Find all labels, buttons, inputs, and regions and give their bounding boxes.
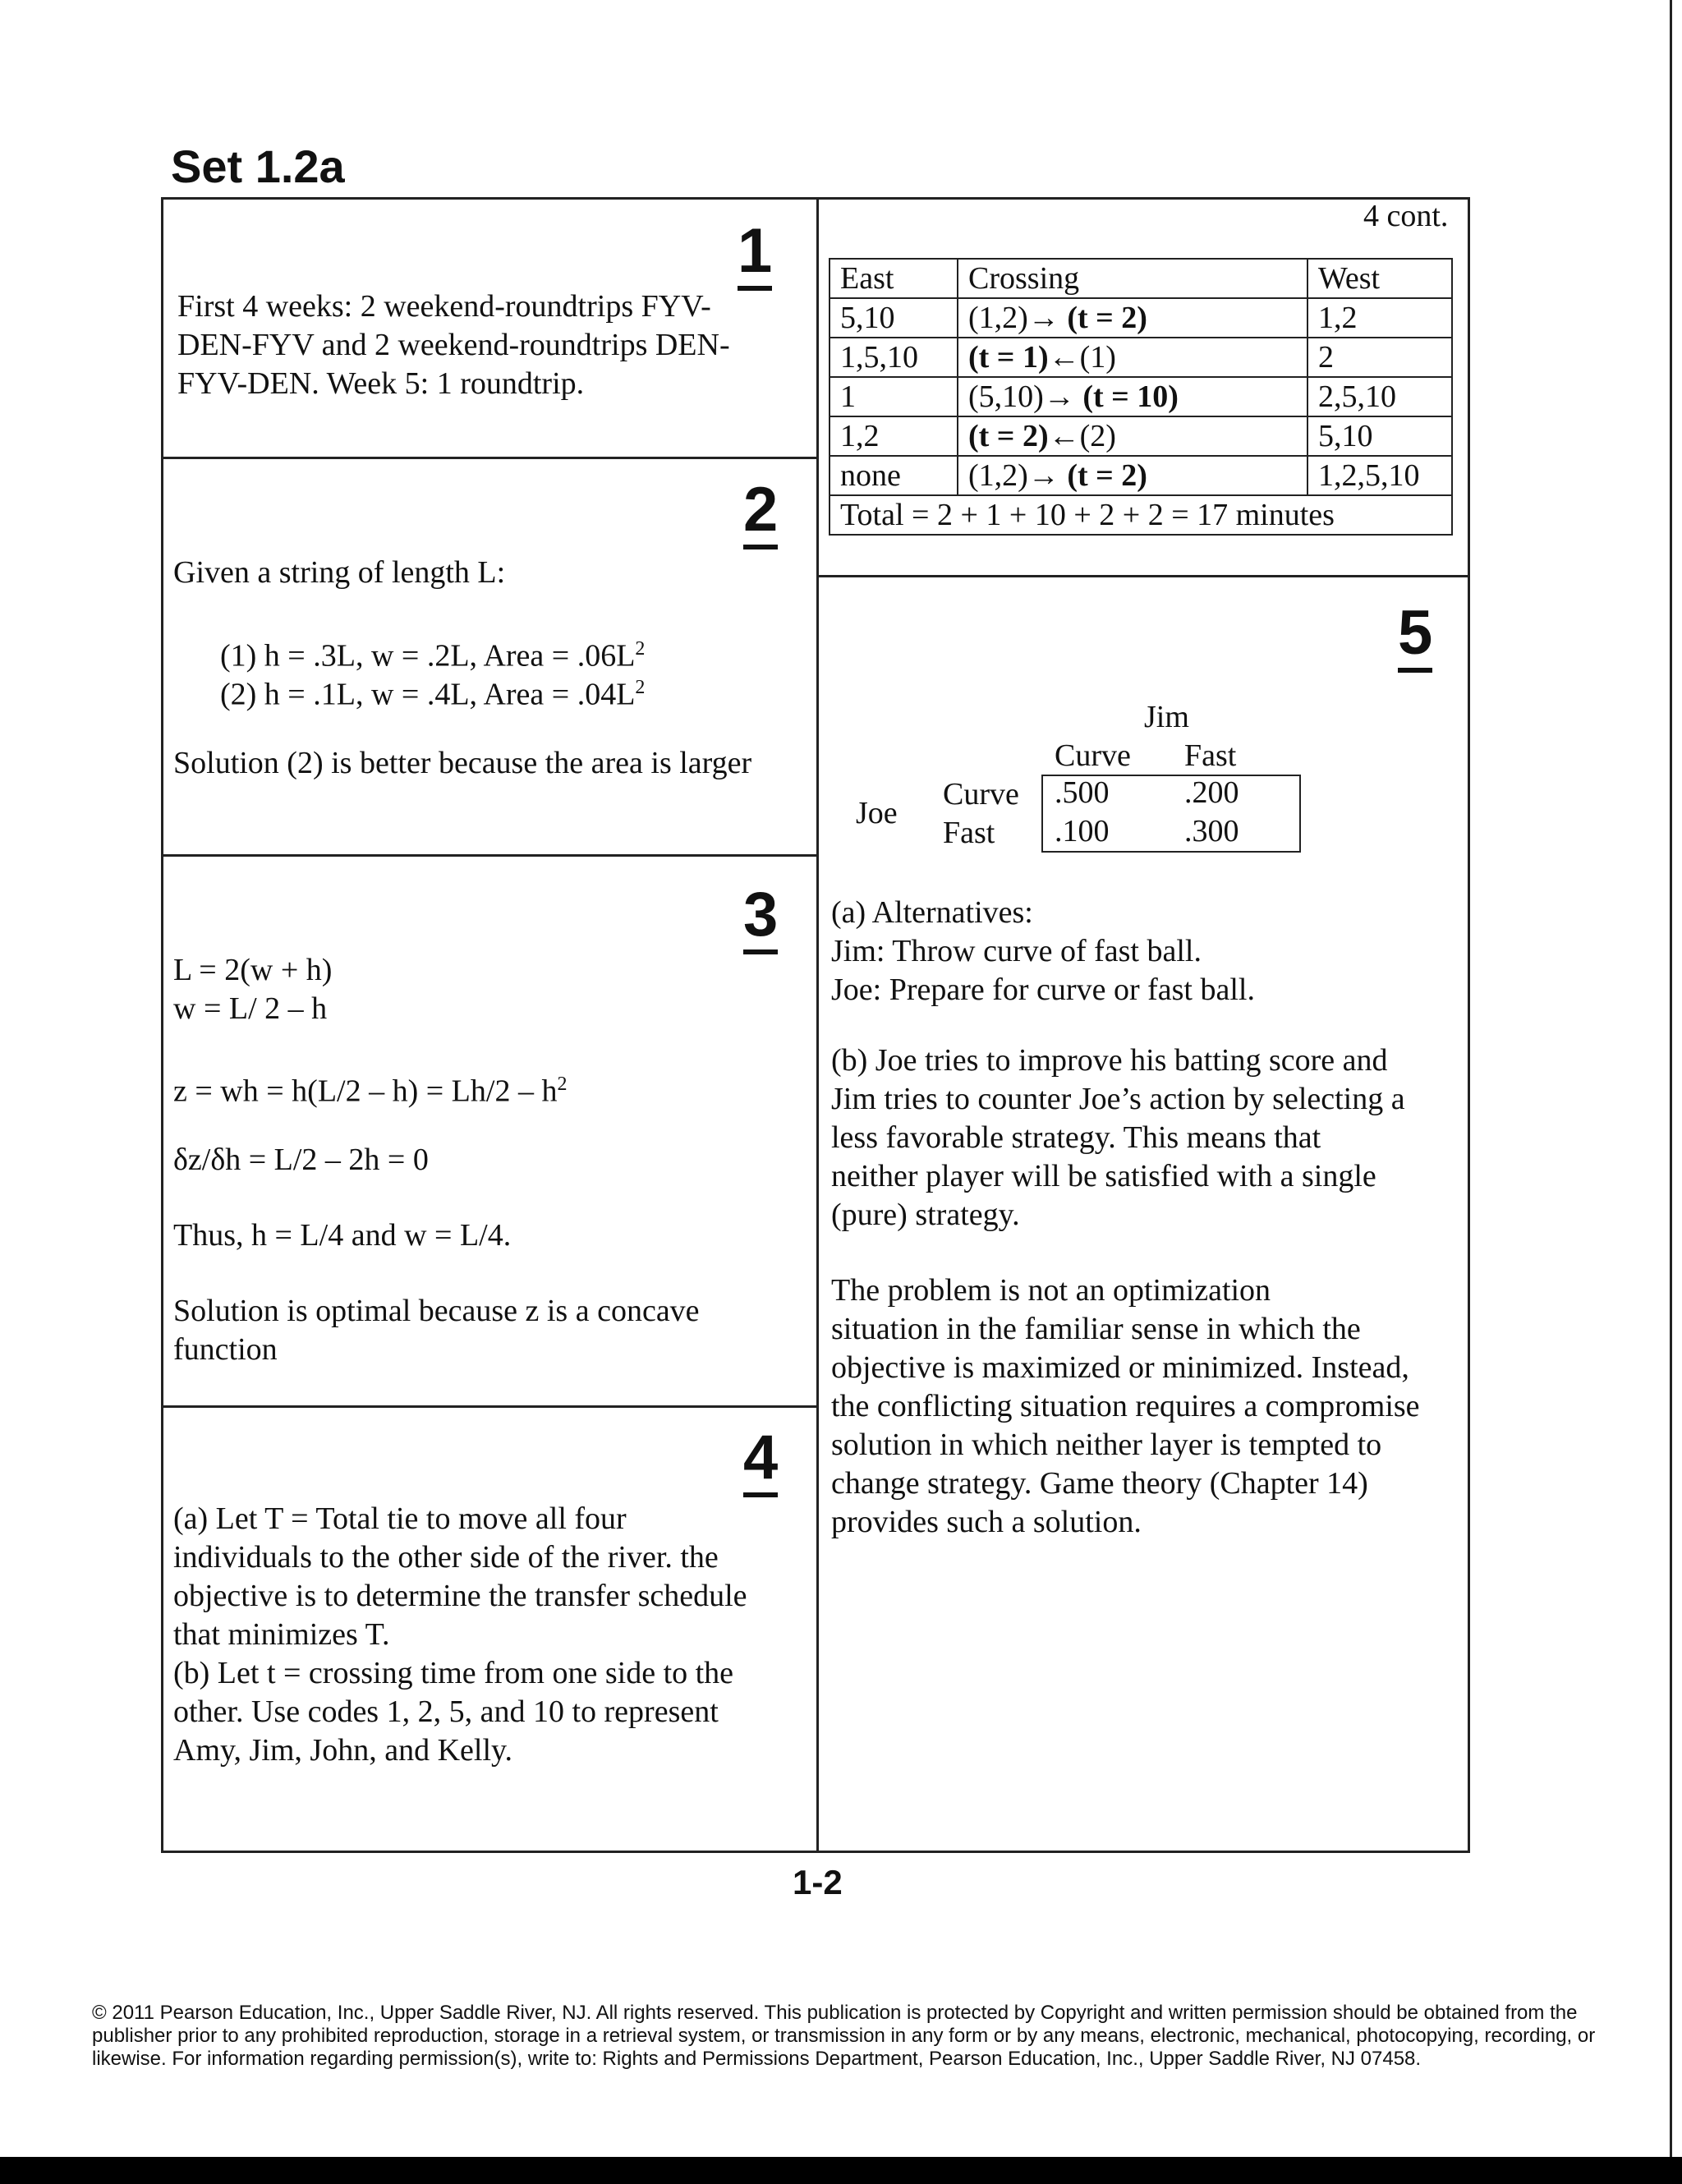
cell-west: 1,2,5,10: [1307, 456, 1452, 495]
problem-3-eq2: w = L/ 2 – h: [173, 991, 328, 1026]
problem-4-text: (a) Let T = Total tie to move all four individuals to the other side of the river. the objective is to determine the transfer schedule that minimizes T. (b) Let t = crossing time from one side to the other. Use codes 1, 2, 5, and 10 to represent Amy, Jim, John, and Kelly.: [173, 1501, 747, 1768]
problem-2-intro: Given a string of length L:: [173, 555, 506, 590]
problem-2-case-1: (1) h = .3L, w = .2L, Area = $.06L^2$: [220, 638, 646, 674]
problem-3-eq3: z = wh = $h(L/2 - h) = Lh/2 - h^2$: [173, 1074, 568, 1109]
problem-4-number: 4: [743, 1427, 778, 1497]
page-title: Set 1.2a: [171, 140, 345, 192]
page-number: 1-2: [793, 1863, 843, 1901]
cell-east: 1,2: [830, 416, 958, 456]
payoff-cell: .200: [1184, 775, 1239, 810]
cell-west: 2: [1307, 338, 1452, 377]
problem-1-text: First 4 weeks: 2 weekend-roundtrips FYV- DEN-FYV and 2 weekend-roundtrips DEN- FYV-DEN. Week 5: 1 roundtrip.: [177, 289, 730, 401]
divider-1-2: [161, 457, 818, 459]
payoff-cell: .500: [1055, 775, 1110, 810]
problem-2-conclusion: Solution (2) is better because the area is larger: [173, 746, 752, 780]
problem-3-eq4: δz/δh = L/2 – 2h = 0: [173, 1143, 429, 1177]
cell-east: 5,10: [830, 298, 958, 338]
payoff-row-player: Joe: [856, 796, 898, 830]
problem-5-part-b: (b) Joe tries to improve his batting score and Jim tries to counter Joe’s action by selecting a less favorable strategy. This means that neither player will be satisfied with a single (pure) strategy.: [831, 1043, 1405, 1232]
table-row: [830, 456, 1452, 495]
copyright-footer: © 2011 Pearson Education, Inc., Upper Saddle River, NJ. All rights reserved. This publication is protected by Copyright and written permission should be obtained from the publisher prior to any prohibited reproduction, storage in a retrieval system, or transmission in any form or by any means, electronic, mechanical, photocopying, recording, or likewise. For information regarding permission(s), write to: Rights and Permissions Department, Pearson Education, Inc., Upper Saddle River, NJ 07458.: [92, 2002, 1596, 2070]
table-total-row: [830, 495, 1452, 535]
payoff-row-label-fast: Fast: [943, 816, 995, 850]
payoff-col-player: Jim: [1144, 700, 1189, 734]
cell-total: Total = 2 + 1 + 10 + 2 + 2 = 17 minutes: [830, 495, 1452, 535]
table-row: [830, 377, 1452, 416]
scan-bottom-bar: [0, 2157, 1682, 2184]
table-row: [830, 298, 1452, 338]
cell-crossing: (t = 1)←(1): [958, 338, 1307, 377]
cell-crossing: (5,10)→ (t = 10): [958, 377, 1307, 416]
cell-east: 1: [830, 377, 958, 416]
payoff-col-label-fast: Fast: [1184, 738, 1237, 773]
table-row: [830, 338, 1452, 377]
cell-crossing: (t = 2)←(2): [958, 416, 1307, 456]
table-header-row: [830, 259, 1452, 298]
problem-5-discussion: The problem is not an optimization situation in the familiar sense in which the objective is maximized or minimized. Instead, the conflicting situation requires a compromise solution in which neither layer is tempted to change strategy. Game theory (Chapter 14) provides such a solution.: [831, 1273, 1420, 1539]
cell-west: 5,10: [1307, 416, 1452, 456]
cell-crossing: (1,2)→ (t = 2): [958, 456, 1307, 495]
problem-3-eq5: Thus, h = L/4 and w = L/4.: [173, 1218, 512, 1253]
cell-crossing: (1,2)→ (t = 2): [958, 298, 1307, 338]
cell-west: 1,2: [1307, 298, 1452, 338]
problem-5-number: 5: [1398, 602, 1432, 673]
header-east: East: [830, 259, 958, 298]
problem-3-eq1: L = 2(w + h): [173, 953, 333, 987]
problem-4-cont-label: 4 cont.: [1363, 199, 1449, 233]
problem-1-number: 1: [738, 220, 772, 291]
payoff-row-label-curve: Curve: [943, 777, 1019, 812]
payoff-cell: .300: [1184, 814, 1239, 848]
payoff-matrix: [1041, 775, 1301, 853]
cell-west: 2,5,10: [1307, 377, 1452, 416]
payoff-col-label-curve: Curve: [1055, 738, 1131, 773]
crossing-table: [829, 258, 1453, 536]
problem-5-part-a: (a) Alternatives: Jim: Throw curve of fast ball. Joe: Prepare for curve or fast ball.: [831, 895, 1255, 1007]
divider-3-4: [161, 1405, 818, 1408]
divider-2-3: [161, 854, 818, 857]
scan-edge-line: [1670, 0, 1672, 2157]
divider-4cont-5: [816, 575, 1470, 577]
header-west: West: [1307, 259, 1452, 298]
payoff-cell: .100: [1055, 814, 1110, 848]
problem-2-number: 2: [743, 479, 778, 549]
cell-east: 1,5,10: [830, 338, 958, 377]
header-crossing: Crossing: [958, 259, 1307, 298]
problem-3-number: 3: [743, 884, 778, 954]
cell-east: none: [830, 456, 958, 495]
table-row: [830, 416, 1452, 456]
column-divider: [816, 197, 819, 1853]
problem-2-case-2: (2) h = .1L, w = .4L, Area = $.04L^2$: [220, 677, 646, 712]
problem-3-conclusion: Solution is optimal because z is a concave function: [173, 1294, 700, 1367]
